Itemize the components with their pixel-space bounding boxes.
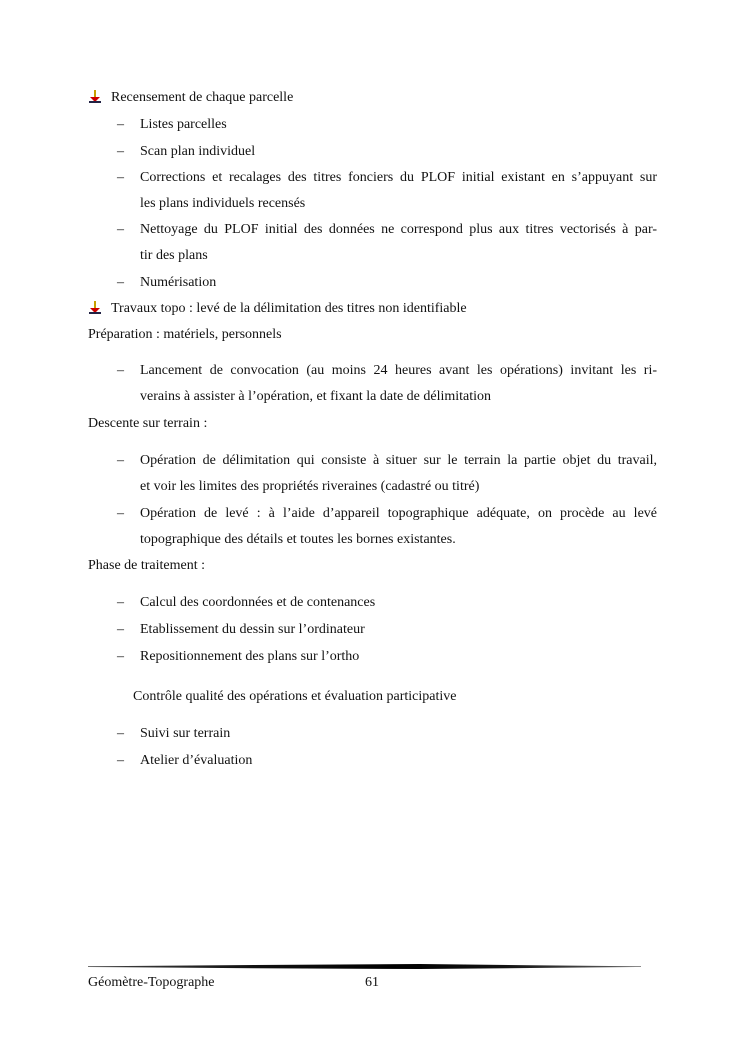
list-item-text: Listes parcelles	[140, 117, 227, 132]
list-item-text: Corrections et recalages des titres fonciers du PLOF initial existant en s’appuyant sur	[140, 170, 657, 185]
list-item-text: Nettoyage du PLOF initial des données ne correspond plus aux titres vectorisés à par-	[140, 222, 657, 237]
footer-title: Géomètre-Topographe	[88, 975, 215, 990]
section-heading: Préparation : matériels, personnels	[88, 327, 282, 342]
arrow-down-bullet-icon	[88, 301, 102, 315]
dash-bullet: –	[117, 222, 124, 237]
list-item-text: Calcul des coordonnées et de contenances	[140, 595, 376, 610]
list-item-text: Opération de délimitation qui consiste à situer sur le terrain la partie objet du travail,	[140, 453, 657, 468]
list-item-text: Etablissement du dessin sur l’ordinateur	[140, 622, 365, 637]
list-item-text: Lancement de convocation (au moins 24 heures avant les opérations) invitant les ri-	[140, 363, 657, 378]
dash-bullet: –	[117, 506, 124, 521]
dash-bullet: –	[117, 622, 124, 637]
list-item-text: Atelier d’évaluation	[140, 753, 253, 768]
section-heading: Descente sur terrain :	[88, 416, 208, 431]
list-item-text: Suivi sur terrain	[140, 726, 231, 741]
dash-bullet: –	[117, 595, 124, 610]
list-item-text: les plans individuels recensés	[140, 196, 306, 211]
list-item-text: topographique des détails et toutes les bornes existantes.	[140, 532, 456, 547]
dash-bullet: –	[117, 753, 124, 768]
dash-bullet: –	[117, 726, 124, 741]
list-item-text: Repositionnement des plans sur l’ortho	[140, 649, 360, 664]
footer-rule	[88, 964, 641, 969]
list-item-text: Opération de levé : à l’aide d’appareil topographique adéquate, on procède au levé	[140, 506, 657, 521]
dash-bullet: –	[117, 275, 124, 290]
page-number: 61	[365, 975, 379, 990]
dash-bullet: –	[117, 170, 124, 185]
list-item-text: verains à assister à l’opération, et fixant la date de délimitation	[140, 389, 492, 404]
dash-bullet: –	[117, 453, 124, 468]
list-item-text: Numérisation	[140, 275, 217, 290]
dash-bullet: –	[117, 363, 124, 378]
dash-bullet: –	[117, 649, 124, 664]
arrow-down-bullet-icon	[88, 90, 102, 104]
section-heading: Contrôle qualité des opérations et évaluation participative	[133, 689, 457, 704]
list-item-text: et voir les limites des propriétés riveraines (cadastré ou titré)	[140, 479, 480, 494]
section-heading: Recensement de chaque parcelle	[111, 90, 294, 105]
section-heading: Phase de traitement :	[88, 558, 206, 573]
list-item-text: tir des plans	[140, 248, 208, 263]
section-heading: Travaux topo : levé de la délimitation des titres non identifiable	[111, 301, 467, 316]
dash-bullet: –	[117, 117, 124, 132]
list-item-text: Scan plan individuel	[140, 144, 256, 159]
dash-bullet: –	[117, 144, 124, 159]
